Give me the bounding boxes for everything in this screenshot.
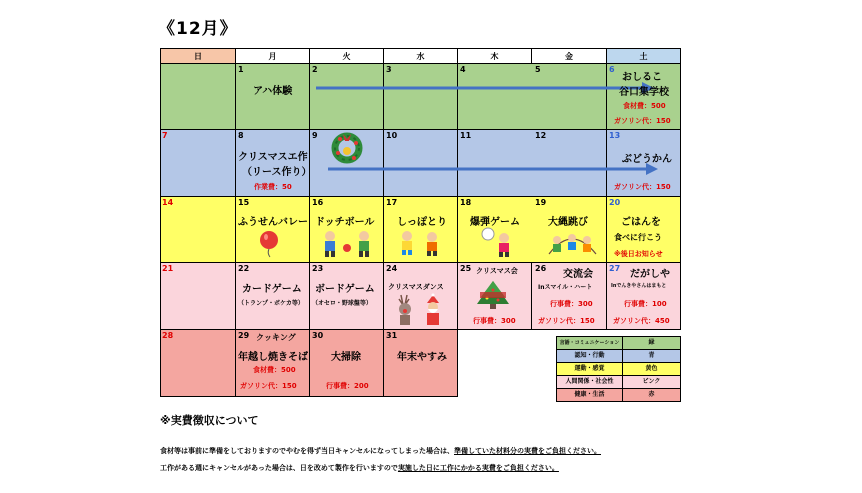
weekday-wed: 水 <box>383 48 458 64</box>
cost-label: ガソリン代：150 <box>614 183 671 191</box>
day-number: 28 <box>162 331 174 340</box>
event-label: 食べに行こう <box>614 233 662 242</box>
event-note: （オセロ・野球盤等） <box>312 300 372 307</box>
day-number: 12 <box>535 131 547 140</box>
event-note: （トランプ・ボケカ等） <box>238 300 304 307</box>
day-number: 7 <box>162 131 168 140</box>
wreath-icon <box>330 131 364 165</box>
weekday-tue: 火 <box>309 48 384 64</box>
note-line-1 <box>160 446 601 456</box>
legend-color: 青 <box>622 349 681 363</box>
event-label: 年越し焼きそば <box>238 352 308 363</box>
cell-divider <box>457 63 458 130</box>
cell-divider <box>309 63 310 130</box>
event-label: ぶどうかん <box>622 154 672 165</box>
reindeer-santa-icon <box>393 293 451 327</box>
day-number: 2 <box>312 65 318 74</box>
legend-label: 認知・行動 <box>556 349 623 363</box>
event-note: Inスマイル・ハート <box>538 284 593 291</box>
event-label: しっぽとり <box>397 217 447 228</box>
event-label: アハ体験 <box>253 86 293 97</box>
notice-label: ※後日お知らせ <box>614 250 663 258</box>
day-number: 31 <box>386 331 398 340</box>
day-number: 29 <box>238 331 250 340</box>
day-number: 19 <box>535 198 547 207</box>
day-number: 9 <box>312 131 318 140</box>
weekday-mon: 月 <box>235 48 310 64</box>
legend-color: 緑 <box>622 336 681 350</box>
event-label: 爆弾ゲーム <box>470 217 520 228</box>
event-label: （リース作り） <box>242 167 312 178</box>
note-text-underlined: 実施した日に工作にかかる実費をご負担ください。 <box>397 464 559 472</box>
cost-label: ガソリン代：150 <box>240 382 297 390</box>
event-note: Inでんきやさんはまもと <box>611 283 667 289</box>
weekday-thu: 木 <box>457 48 532 64</box>
day-number: 1 <box>238 65 244 74</box>
day-number: 30 <box>312 331 324 340</box>
event-label: だがしや <box>630 269 670 280</box>
note-line-2 <box>160 463 559 473</box>
legend-color: 赤 <box>622 388 681 402</box>
event-label: ボードゲーム <box>315 284 375 295</box>
cost-label: ガソリン代：450 <box>613 317 670 325</box>
cost-label: 行事費：300 <box>550 300 593 308</box>
arrow-icon <box>310 81 655 95</box>
cost-label: 行事費：100 <box>624 300 667 308</box>
weekday-sat: 土 <box>606 48 681 64</box>
weekday-sun: 日 <box>160 48 236 64</box>
day-number: 20 <box>609 198 621 207</box>
note-text-underlined: 準備していた材料分の実費をご負担ください。 <box>454 447 601 455</box>
day-number: 10 <box>386 131 398 140</box>
event-label: 年末やすみ <box>397 352 447 363</box>
cost-label: 行事費：300 <box>473 317 516 325</box>
event-label: クッキング <box>256 333 296 342</box>
event-label: 谷口集学校 <box>619 87 669 98</box>
tag-game-kids-icon <box>398 230 443 256</box>
event-label: クリスマス会 <box>476 267 518 275</box>
day-number: 27 <box>609 264 621 273</box>
arrow-icon <box>328 162 660 176</box>
cost-label: 行事費：200 <box>326 382 369 390</box>
calendar-cell-7 <box>160 129 236 197</box>
cost-label: 作業費：50 <box>254 183 292 191</box>
event-label: カードゲーム <box>242 284 302 295</box>
day-number: 22 <box>238 264 250 273</box>
calendar-cell-empty <box>160 63 236 130</box>
page-title: 《12月》 <box>158 19 238 39</box>
legend-label: 言語・コミュニケーション <box>556 336 623 350</box>
day-number: 21 <box>162 264 174 273</box>
event-label: ふうせんバレー <box>238 217 308 228</box>
legend-label: 人間関係・社会性 <box>556 375 623 389</box>
cell-divider <box>383 63 384 130</box>
cost-label: 食材費：500 <box>253 366 296 374</box>
legend-color: 黄色 <box>622 362 681 376</box>
legend-label: 運動・感覚 <box>556 362 623 376</box>
day-number: 25 <box>460 264 472 273</box>
day-number: 15 <box>238 198 250 207</box>
day-number: 8 <box>238 131 244 140</box>
event-label: クリスマスエ作 <box>238 152 308 163</box>
note-text: 工作がある週にキャンセルがあった場合は、日を改めて製作を行いますので <box>160 464 398 472</box>
event-label: おしるこ <box>622 72 662 83</box>
balloon-icon <box>258 230 280 258</box>
day-number: 24 <box>386 264 398 273</box>
event-label: ドッチボール <box>315 217 375 228</box>
day-number: 23 <box>312 264 324 273</box>
day-number: 16 <box>312 198 324 207</box>
day-number: 13 <box>609 131 621 140</box>
christmas-tree-icon <box>472 280 514 310</box>
day-number: 17 <box>386 198 398 207</box>
day-number: 11 <box>460 131 472 140</box>
dodgeball-kids-icon <box>320 230 375 258</box>
day-number: 18 <box>460 198 472 207</box>
note-text: 食材等は事前に準備をしておりますのでやむを得ず当日キャンセルになってしまった場合は、 <box>160 447 454 455</box>
legend-color: ピンク <box>622 375 681 389</box>
event-label: 交流会 <box>563 269 593 280</box>
event-label: クリスマスダンス <box>388 283 444 291</box>
day-number: 6 <box>609 65 615 74</box>
legend-label: 健康・生活 <box>556 388 623 402</box>
day-number: 3 <box>386 65 392 74</box>
event-label: 大縄跳び <box>548 217 588 228</box>
day-number: 14 <box>162 198 174 207</box>
event-label: ごはんを <box>621 217 661 228</box>
day-number: 5 <box>535 65 541 74</box>
cost-label: 食材費：500 <box>623 102 666 110</box>
notes-heading: ※実費徴収について <box>160 414 259 427</box>
cost-label: ガソリン代：150 <box>614 117 671 125</box>
weekday-fri: 金 <box>531 48 607 64</box>
event-label: 大掃除 <box>331 352 361 363</box>
day-number: 26 <box>535 264 547 273</box>
bomb-game-icon <box>478 226 518 258</box>
jump-rope-kids-icon <box>545 230 600 258</box>
cost-label: ガソリン代：150 <box>538 317 595 325</box>
day-number: 4 <box>460 65 466 74</box>
